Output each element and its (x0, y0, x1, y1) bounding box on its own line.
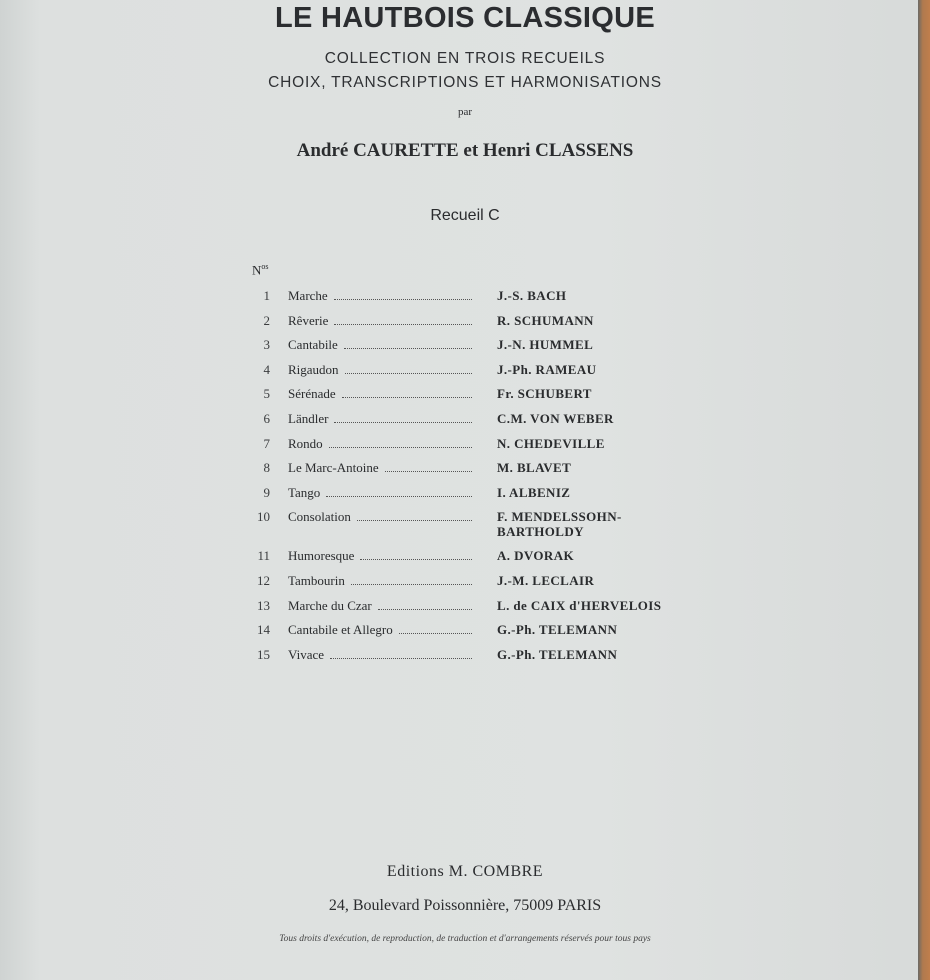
item-work (288, 485, 472, 501)
leader-dots (357, 510, 472, 521)
publisher: Editions M. COMBRE (386, 863, 544, 880)
item-composer: J.-M. LECLAIR (497, 572, 595, 588)
leader-dots (344, 338, 472, 349)
list-item (250, 288, 690, 313)
list-item (250, 622, 690, 647)
subtitle-choices: CHOIX, TRANSCRIPTIONS ET HARMONISATIONS (268, 74, 662, 91)
item-work (288, 362, 472, 378)
work-title: Consolation (288, 509, 351, 525)
work-title: Cantabile et Allegro (288, 622, 393, 638)
list-item (250, 485, 690, 510)
item-work (288, 509, 472, 525)
item-composer: M. BLAVET (497, 460, 572, 476)
item-composer: C.M. VON WEBER (497, 410, 614, 426)
list-item (250, 509, 690, 548)
work-title: Rêverie (288, 312, 329, 328)
item-work (288, 622, 472, 638)
item-number: 14 (257, 622, 270, 638)
list-item (250, 548, 690, 573)
leader-dots (385, 461, 472, 472)
leader-dots (378, 599, 472, 610)
work-title: Tambourin (288, 572, 345, 588)
page-title: LE HAUTBOIS CLASSIQUE (274, 2, 656, 34)
leader-dots (329, 437, 472, 448)
contents-list (250, 288, 690, 671)
leader-dots (334, 314, 472, 325)
item-work (288, 436, 472, 452)
item-work (288, 460, 472, 476)
item-number: 4 (263, 361, 270, 377)
work-title: Cantabile (288, 337, 338, 353)
item-composer: F. MENDELSSOHN- BARTHOLDY (497, 509, 622, 540)
work-title: Vivace (288, 646, 325, 662)
list-item (250, 647, 690, 672)
item-number: 13 (257, 597, 270, 613)
item-number: 10 (257, 509, 270, 525)
list-item (250, 436, 690, 461)
numbers-header-label: N (252, 262, 262, 278)
leader-dots (399, 623, 472, 634)
leader-dots (330, 648, 472, 659)
item-work (288, 386, 472, 402)
list-item (250, 386, 690, 411)
item-composer: L. de CAIX d'HERVELOIS (497, 597, 662, 613)
numbers-header-sup: os (261, 262, 269, 271)
leader-dots (334, 289, 472, 300)
work-title: Rondo (288, 435, 323, 451)
item-number: 5 (263, 386, 270, 402)
item-composer: G.-Ph. TELEMANN (497, 646, 618, 662)
item-composer: R. SCHUMANN (497, 312, 594, 328)
list-item (250, 337, 690, 362)
publisher-address: 24, Boulevard Poissonnière, 75009 PARIS (328, 897, 602, 914)
item-composer: A. DVORAK (497, 548, 575, 564)
item-number: 8 (263, 460, 270, 476)
item-number: 15 (257, 646, 270, 662)
leader-dots (334, 412, 472, 423)
work-title: Le Marc-Antoine (288, 460, 379, 476)
work-title: Rigaudon (288, 361, 339, 377)
work-title: Sérénade (288, 386, 336, 402)
work-title: Tango (288, 484, 321, 500)
leader-dots (360, 549, 472, 560)
item-number: 7 (263, 435, 270, 451)
work-title: Marche (288, 288, 328, 303)
list-item (250, 460, 690, 485)
item-composer: G.-Ph. TELEMANN (497, 622, 618, 638)
work-title: Marche du Czar (288, 597, 372, 613)
item-work (288, 337, 472, 353)
authors: André CAURETTE et Henri CLASSENS (296, 140, 634, 161)
leader-dots (326, 486, 472, 497)
item-work (288, 573, 472, 589)
item-composer: N. CHEDEVILLE (497, 435, 605, 451)
item-number: 12 (257, 572, 270, 588)
leader-dots (345, 363, 472, 374)
item-work (288, 548, 472, 564)
item-number: 3 (263, 337, 270, 353)
item-work (288, 598, 472, 614)
item-work (288, 647, 472, 663)
item-number: 2 (263, 312, 270, 328)
item-number: 11 (257, 548, 270, 564)
list-item (250, 362, 690, 387)
list-item (250, 573, 690, 598)
work-title: Humoresque (288, 548, 355, 564)
item-composer: I. ALBENIZ (497, 484, 571, 500)
leader-dots (351, 574, 472, 585)
list-item (250, 411, 690, 436)
item-work (288, 411, 472, 427)
numbers-header (252, 262, 269, 278)
work-title: Ländler (288, 410, 329, 426)
item-work (288, 313, 472, 329)
item-work (288, 288, 472, 304)
item-number: 1 (263, 288, 270, 303)
list-item (250, 598, 690, 623)
item-number: 6 (263, 410, 270, 426)
leader-dots (342, 387, 472, 398)
item-composer: J.-S. BACH (497, 288, 567, 303)
item-number: 9 (263, 484, 270, 500)
list-item (250, 313, 690, 338)
item-composer: J.-Ph. RAMEAU (497, 361, 597, 377)
item-composer: Fr. SCHUBERT (497, 386, 592, 402)
item-composer: J.-N. HUMMEL (497, 337, 594, 353)
par-label: par (457, 106, 473, 118)
rights-notice: Tous droits d'exécution, de reproduction, de traduction et d'arrangements réservés pour tous pays (279, 934, 651, 944)
recueil-label: Recueil C (430, 207, 500, 224)
subtitle-collection: COLLECTION EN TROIS RECUEILS (324, 50, 606, 67)
